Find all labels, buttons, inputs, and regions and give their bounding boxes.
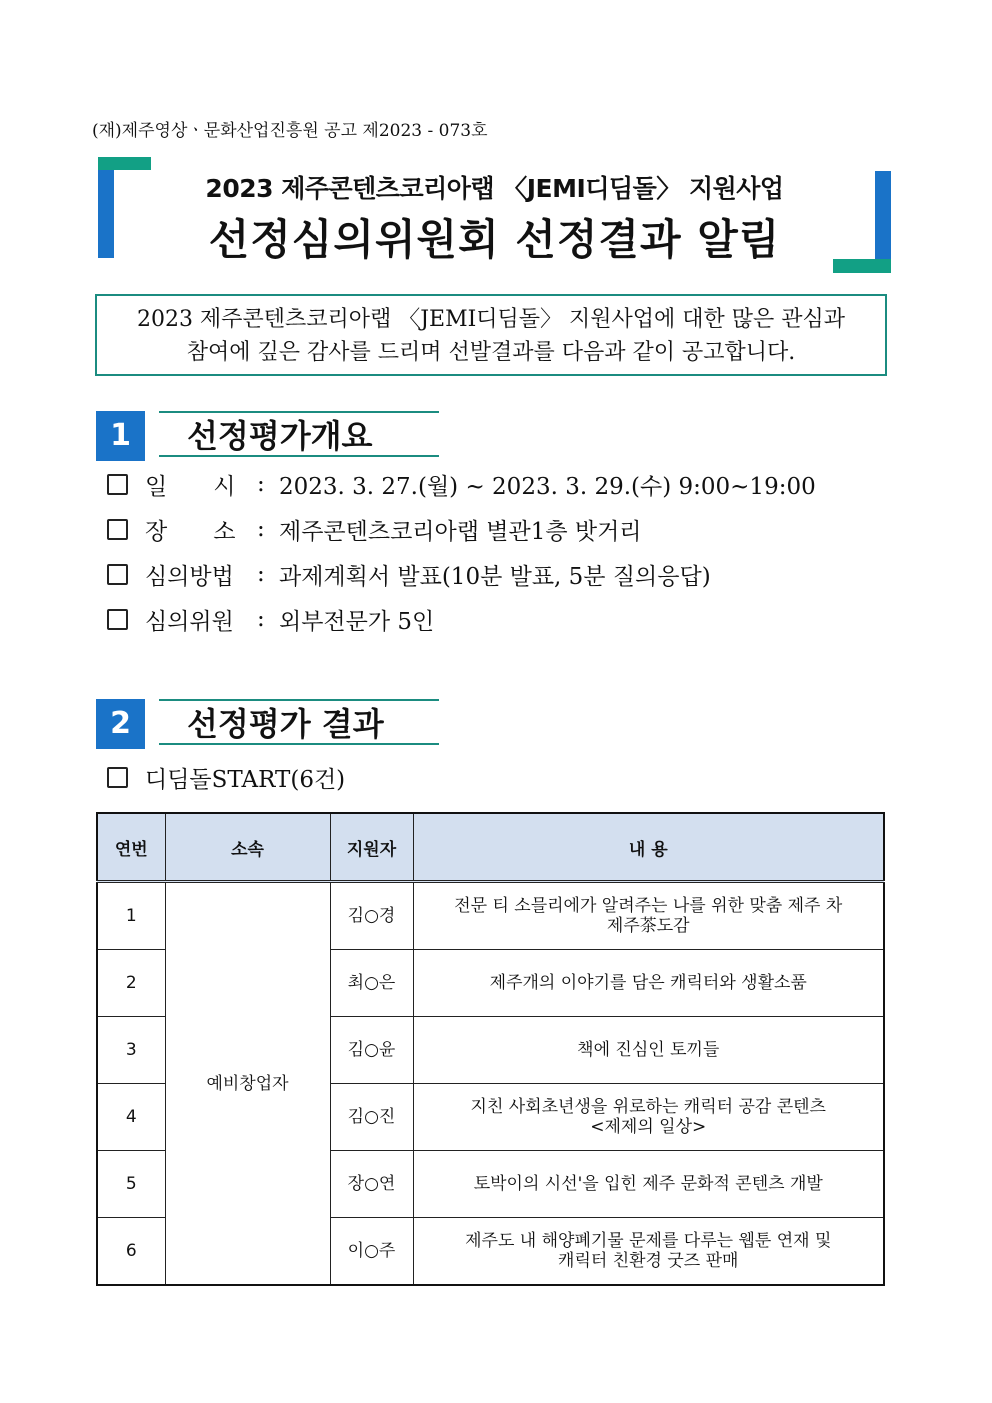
table-header-row: [97, 813, 884, 882]
section-number: 2: [96, 699, 145, 749]
content-line: 제주도 내 해양폐기물 문제를 다루는 웹툰 연재 및: [465, 1231, 832, 1251]
intro-box: [95, 294, 887, 376]
item-label: 장 소: [145, 518, 236, 545]
content-line: 제주茶도감: [606, 916, 690, 936]
checkbox-icon: [107, 474, 128, 495]
content-cell: [413, 882, 884, 950]
item-label: 일 시: [145, 473, 236, 500]
table-row: [97, 882, 884, 950]
intro-line: 2023 제주콘텐츠코리아랩 〈JEMI디딤돌〉 지원사업에 대한 많은 관심과: [136, 307, 846, 332]
row-number: 4: [97, 1084, 165, 1151]
checkbox-icon: [107, 564, 128, 585]
applicant-cell: 김○경: [330, 882, 413, 950]
item-value: 과제계획서 발표(10분 발표, 5분 질의응답): [279, 563, 711, 590]
content-line: 책에 진심인 토끼들: [577, 1040, 720, 1060]
content-cell: [413, 1151, 884, 1218]
result-subheading: [107, 760, 345, 794]
applicant-cell: 장○연: [330, 1151, 413, 1218]
section-number: 1: [96, 411, 145, 461]
overview-item: 일 시 : 2023. 3. 27.(월) ~ 2023. 3. 29.(수) 9:00~19:00: [107, 467, 816, 501]
content-line: 캐릭터 친환경 굿즈 판매: [558, 1251, 739, 1271]
subheading-text: 디딤돌START(6건): [145, 766, 346, 793]
checkbox-icon: [107, 609, 128, 630]
row-number: 1: [97, 882, 165, 950]
header-cell: 연번: [97, 813, 165, 882]
item-value: 2023. 3. 27.(월) ~ 2023. 3. 29.(수) 9:00~19:00: [279, 473, 816, 500]
content-line: 제주개의 이야기를 담은 캐릭터와 생활소품: [489, 973, 807, 993]
item-label: 심의방법: [145, 563, 234, 590]
content-line: 토박이의 시선'을 입힌 제주 문화적 콘텐츠 개발: [473, 1174, 823, 1194]
content-cell: [413, 1017, 884, 1084]
applicant-cell: 김○윤: [330, 1017, 413, 1084]
section-title: 선정평가개요: [159, 411, 439, 457]
overview-item: 장 소 : 제주콘텐츠코리아랩 별관1층 밧거리: [107, 512, 642, 546]
section-1-header: [96, 411, 441, 461]
title-block: [98, 157, 891, 273]
row-number: 2: [97, 950, 165, 1017]
applicant-cell: 최○은: [330, 950, 413, 1017]
applicant-cell: 김○진: [330, 1084, 413, 1151]
content-cell: [413, 1218, 884, 1286]
item-label: 심의위원: [145, 608, 234, 635]
applicant-cell: 이○주: [330, 1218, 413, 1286]
content-cell: [413, 950, 884, 1017]
row-number: 3: [97, 1017, 165, 1084]
item-value: 외부전문가 5인: [279, 608, 435, 635]
results-table: [96, 812, 885, 1286]
overview-item: 심의위원 : 외부전문가 5인: [107, 602, 434, 636]
content-line: <제제의 일상>: [590, 1117, 707, 1137]
overview-item: 심의방법 : 과제계획서 발표(10분 발표, 5분 질의응답): [107, 557, 711, 591]
notice-number: (재)제주영상ㆍ문화산업진흥원 공고 제2023 - 073호: [92, 121, 488, 141]
header-cell: 소속: [165, 813, 330, 882]
content-cell: [413, 1084, 884, 1151]
row-number: 6: [97, 1218, 165, 1286]
item-value: 제주콘텐츠코리아랩 별관1층 밧거리: [279, 518, 642, 545]
checkbox-icon: [107, 767, 128, 788]
section-2-header: [96, 699, 441, 749]
title-line-1: 2023 제주콘텐츠코리아랩 〈JEMI디딤돌〉 지원사업: [205, 174, 784, 203]
affiliation-cell: 예비창업자: [165, 882, 330, 1286]
checkbox-icon: [107, 519, 128, 540]
header-cell: 지원자: [330, 813, 413, 882]
title-line-2: 선정심의위원회 선정결과 알림: [208, 215, 781, 264]
intro-line: 참여에 깊은 감사를 드리며 선발결과를 다음과 같이 공고합니다.: [186, 340, 796, 365]
section-title: 선정평가 결과: [159, 699, 439, 745]
row-number: 5: [97, 1151, 165, 1218]
content-line: 지친 사회초년생을 위로하는 캐릭터 공감 콘텐츠: [470, 1097, 826, 1117]
content-line: 전문 티 소믈리에가 알려주는 나를 위한 맞춤 제주 차: [454, 896, 843, 916]
header-cell: 내 용: [413, 813, 884, 882]
